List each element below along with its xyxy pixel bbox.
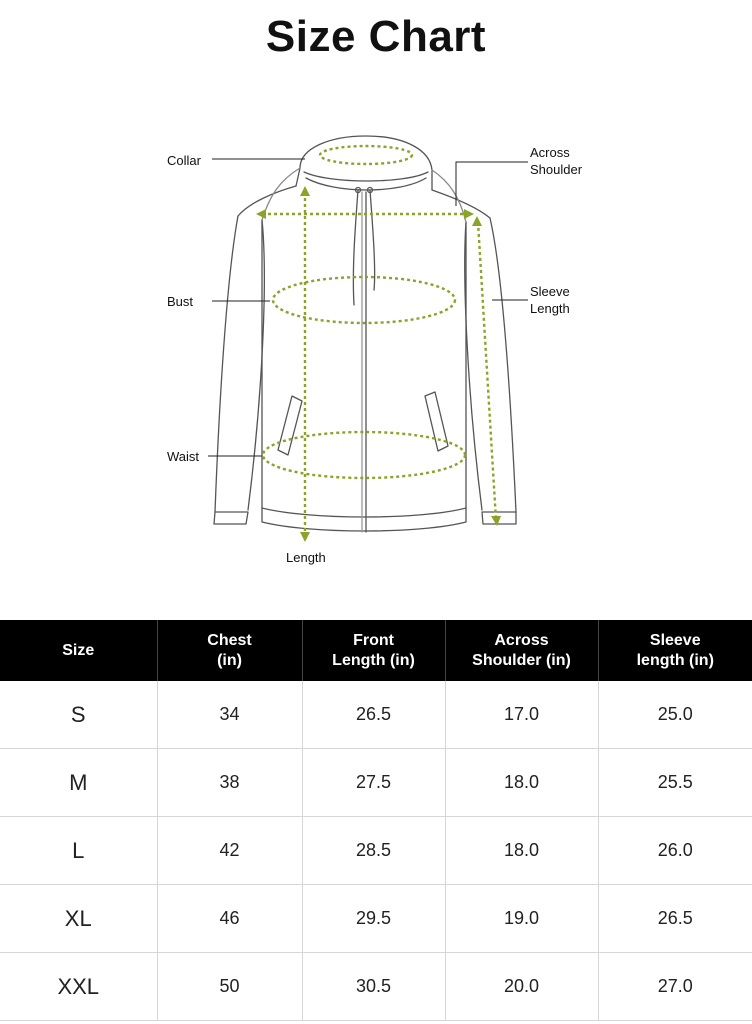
front-length-cell: 30.5 <box>302 953 445 1021</box>
sleeve-length-cell: 26.5 <box>598 885 752 953</box>
sleeve-length-cell: 25.5 <box>598 749 752 817</box>
waist-label: Waist <box>167 449 200 464</box>
header-across-shoulder: Across Shoulder (in) <box>445 620 598 681</box>
waist-measure <box>263 432 465 478</box>
size-cell: M <box>0 749 157 817</box>
table-row <box>0 817 752 885</box>
hoodie-measurement-diagram <box>0 120 752 580</box>
sleeve-length-cell: 26.0 <box>598 817 752 885</box>
header-chest: Chest (in) <box>157 620 302 681</box>
table-row <box>0 885 752 953</box>
chest-cell: 38 <box>157 749 302 817</box>
size-cell: L <box>0 817 157 885</box>
bust-label: Bust <box>167 294 194 309</box>
chest-cell: 42 <box>157 817 302 885</box>
sleeve-length-cell: 27.0 <box>598 953 752 1021</box>
length-label: Length <box>286 550 326 565</box>
chest-cell: 46 <box>157 885 302 953</box>
table-header-row <box>0 620 752 681</box>
size-cell: XXL <box>0 953 157 1021</box>
front-length-cell: 27.5 <box>302 749 445 817</box>
sleeve-length-cell: 25.0 <box>598 681 752 749</box>
front-length-cell: 29.5 <box>302 885 445 953</box>
table-row <box>0 681 752 749</box>
bust-measure <box>273 277 455 323</box>
table-row <box>0 953 752 1021</box>
across-shoulder-label: Across Shoulder <box>530 145 583 177</box>
table-row <box>0 749 752 817</box>
chest-cell: 50 <box>157 953 302 1021</box>
header-front-length: Front Length (in) <box>302 620 445 681</box>
sleeve-length-label: Sleeve Length <box>530 284 570 316</box>
across-shoulder-cell: 18.0 <box>445 817 598 885</box>
header-sleeve-length: Sleeve length (in) <box>598 620 752 681</box>
header-size: Size <box>0 620 157 681</box>
across-shoulder-cell: 19.0 <box>445 885 598 953</box>
across-shoulder-cell: 17.0 <box>445 681 598 749</box>
across-shoulder-cell: 20.0 <box>445 953 598 1021</box>
measurement-arrowheads <box>256 186 501 542</box>
size-chart-table <box>0 620 752 1021</box>
size-cell: XL <box>0 885 157 953</box>
front-length-cell: 26.5 <box>302 681 445 749</box>
across-shoulder-cell: 18.0 <box>445 749 598 817</box>
hoodie-outline <box>214 136 516 532</box>
sleeve-length-measure <box>478 222 496 520</box>
page-title: Size Chart <box>265 12 487 61</box>
collar-label: Collar <box>167 153 201 168</box>
size-cell: S <box>0 681 157 749</box>
chest-cell: 34 <box>157 681 302 749</box>
collar-measure <box>320 146 412 164</box>
front-length-cell: 28.5 <box>302 817 445 885</box>
label-leader-lines <box>208 159 528 456</box>
hoodie-illustration <box>0 120 752 580</box>
